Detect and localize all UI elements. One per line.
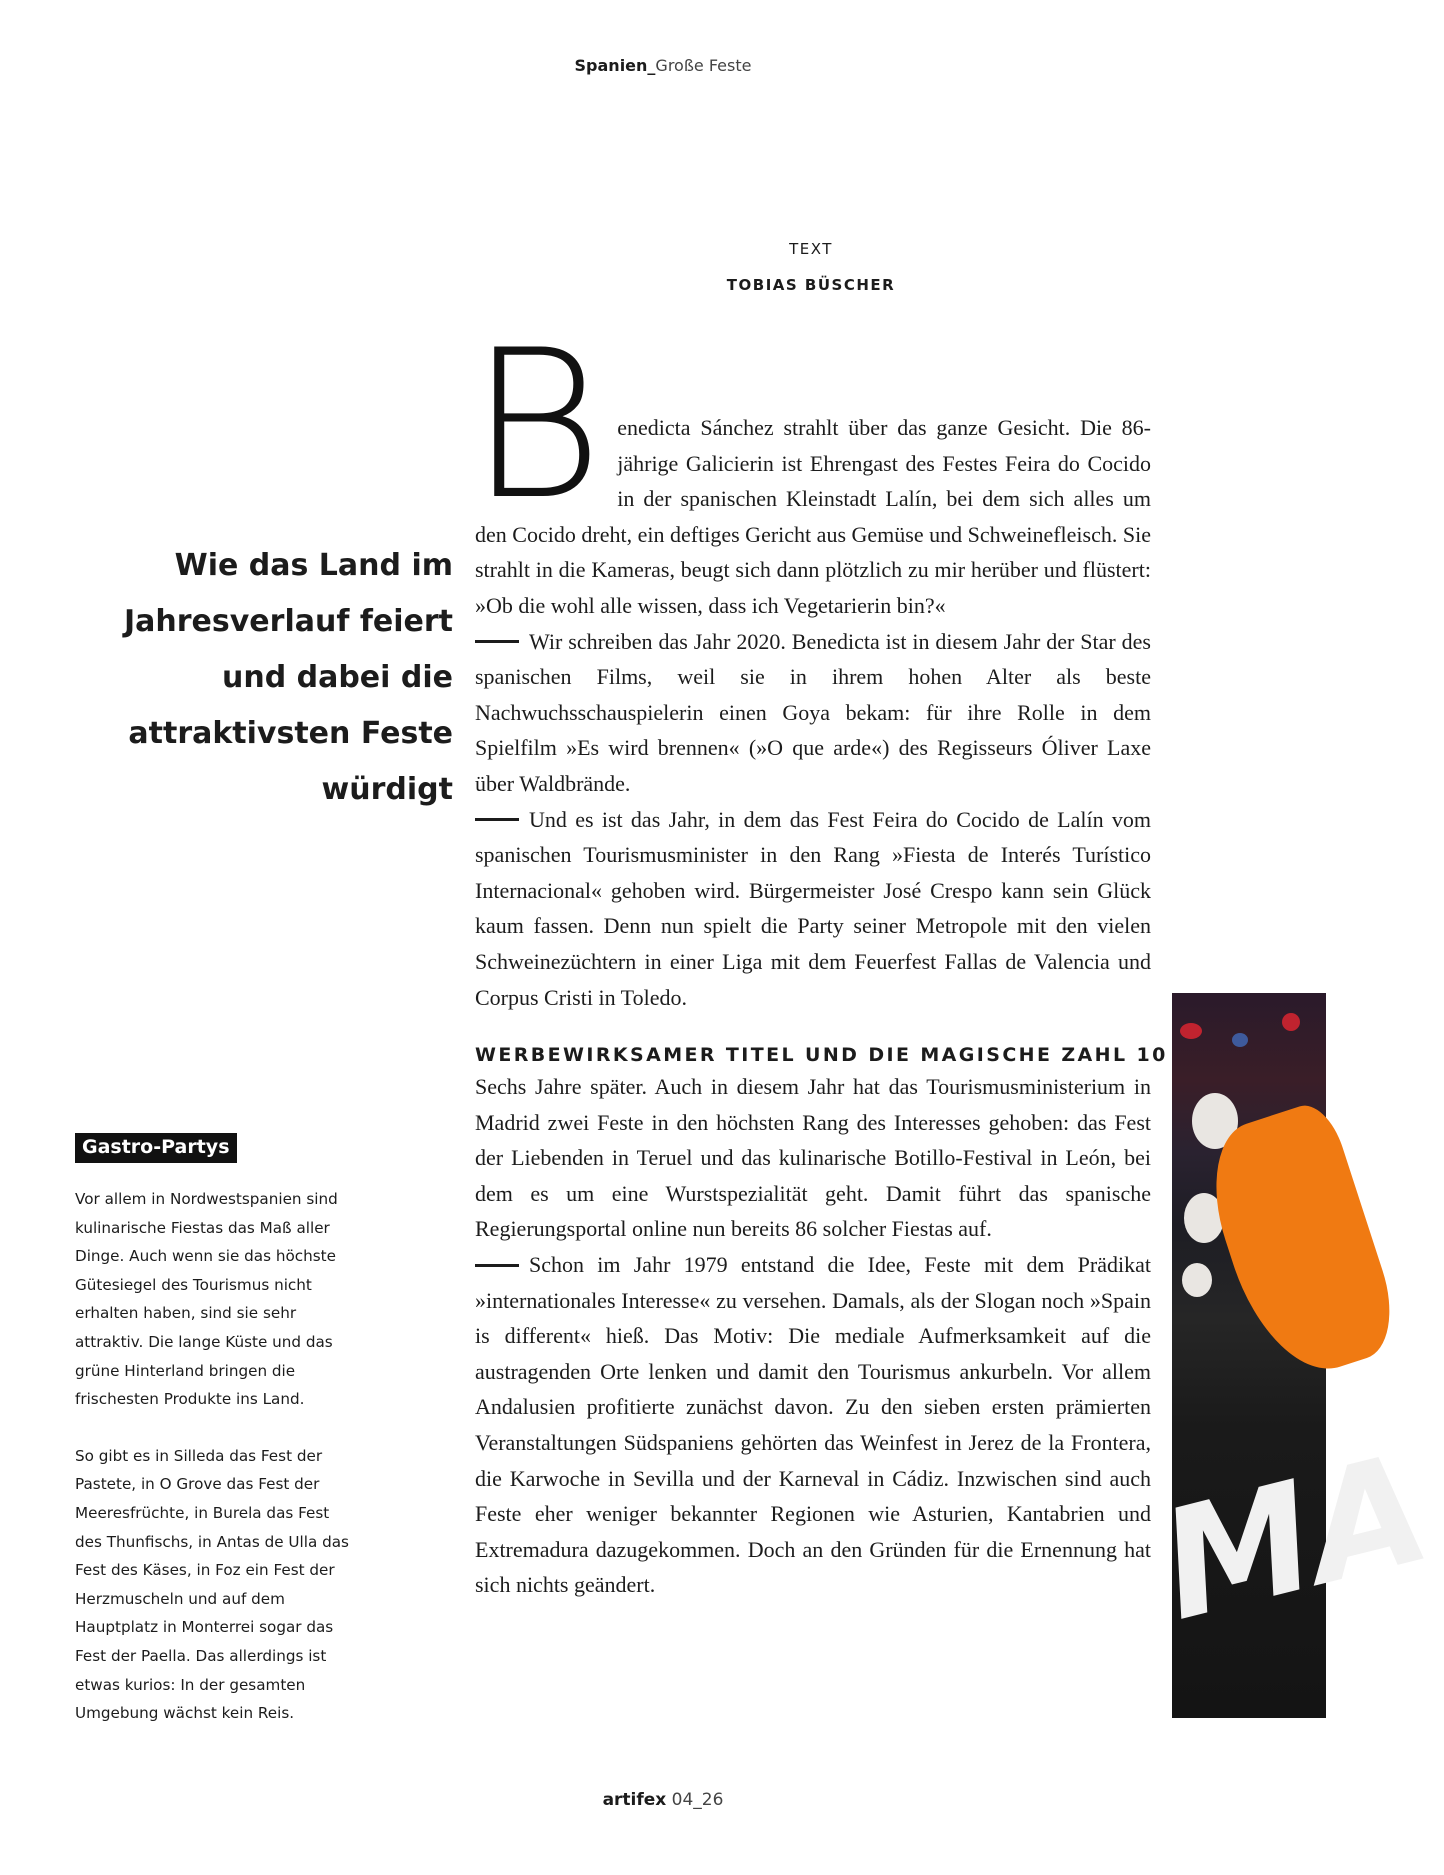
article-paragraph [475,802,1151,1016]
article-paragraph [475,1247,1151,1603]
article-paragraph-text: Und es ist das Jahr, in dem das Fest Feira do Cocido de Lalín vom spanischen Tourismusminister in den Rang »Fiesta de Interés Turístico Internacional« gehoben wird. Bürgermeister José Crespo kann sein Glück kaum fassen. Denn nun spielt die Party seiner Metropole mit den vielen Schweinezüchtern in einer Liga mit dem Feuerfest Fallas de Valencia und Corpus Cristi in Toledo. [475,806,1151,1010]
section-name: Spanien [574,56,648,75]
byline-label: TEXT [789,240,833,258]
article-paragraph: Sechs Jahre später. Auch in diesem Jahr hat das Tourismusministerium in Madrid zwei Feste in den höchsten Rang des Interesses gehoben: das Fest der Liebenden in Teruel und das kulinarische Botillo-Festival in León, bei dem es um eine Wurstspezialität geht. Damit führt das spanische Regierungsportal online nun bereits 86 solcher Fiestas auf. [475,1074,1151,1242]
header-separator: _ [647,56,656,75]
light-spot [1180,1023,1202,1039]
magazine-name: artifex [602,1790,667,1810]
byline [680,240,942,294]
light-spot [1232,1033,1248,1047]
running-header [0,56,1326,75]
paragraph-dash-icon [475,640,519,643]
article-body [469,307,1168,1603]
sidebar-title: Gastro-Partys [75,1133,237,1163]
festival-photo [1144,993,1444,1718]
article-paragraph: enedicta Sánchez strahlt über das ganze Gesicht. Die 86-jährige Galicierin ist Ehrengast des Festes Feira do Cocido in der spanischen Kleinstadt Lalín, bei dem sich alles um den Cocido dreht, ein deftiges Gericht aus Gemüse und Schweinefleisch. Sie strahlt in die Kameras, beugt sich dann plötzlich zu mir herüber und flüstert: »Ob die wohl alle wissen, dass ich Vegetarierin bin?« [475,415,1151,618]
page-footer [0,1790,1326,1810]
byline-author: TOBIAS BÜSCHER [726,276,896,294]
sidebar-paragraph: So gibt es in Silleda das Fest der Pastete, in O Grove das Fest der Meeresfrüchte, in Burela das Fest des Thunfischs, in Antas de Ulla das Fest des Käses, in Foz ein Fest der Herzmuscheln und auf dem Hauptplatz in Monterrei sogar das Fest der Paella. Das allerdings ist etwas kurios: In der gesamten Umgebung wächst kein Reis. [75,1446,349,1723]
article-paragraph-text: Wir schreiben das Jahr 2020. Benedicta ist in diesem Jahr der Star des spanischen Films, weil sie in ihrem hohen Alter als beste Nachwuchsschauspielerin einen Goya bekam: für ihre Rolle in dem Spielfilm »Es wird brennen« (»O que arde«) des Regisseurs Óliver Laxe über Waldbrände. [475,628,1151,796]
drop-cap: B [469,307,604,545]
banner-lettering: MA [1144,1421,1444,1655]
subheadline: Wie das Land im Jahresverlauf feiert und dabei die attraktivsten Feste würdigt [123,548,453,807]
sidebar-paragraph: Vor allem in Nordwestspanien sind kulinarische Fiestas das Maß aller Dinge. Auch wenn sie das höchste Gütesiegel des Tourismus nicht erhalten haben, sind sie sehr attraktiv. Die lange Küste und das grüne Hinterland bringen die frischesten Produkte ins Land. [75,1190,338,1409]
crowd-face [1182,1263,1212,1297]
sidebar-box [75,1133,357,1728]
paragraph-dash-icon [475,818,519,821]
section-topic: Große Feste [655,56,752,75]
article-paragraph-text: Schon im Jahr 1979 entstand die Idee, Feste mit dem Prädikat »internationales Interesse« zu versehen. Damals, als der Slogan noch »Spain is different« hieß. Das Motiv: Die mediale Aufmerksamkeit auf die austragenden Orte lenken und damit den Tourismus ankurbeln. Vor allem Andalusien profitierte zunächst davon. Zu den sieben ersten prämierten Veranstaltungen Südspaniens gehörten das Weinfest in Jerez de la Frontera, die Karwoche in Sevilla und der Karneval in Cádiz. Inzwischen sind auch Feste eher weniger bekannter Regionen wie Asturien, Kantabrien und Extremadura dazugekommen. Doch an den Gründen für die Ernennung hat sich nichts geändert. [475,1252,1151,1598]
light-spot [1282,1013,1300,1031]
page-number: 04_26 [671,1790,724,1810]
orange-costume [1193,1098,1406,1389]
article-paragraph [475,624,1151,802]
section-heading: WERBEWIRKSAMER TITEL UND DIE MAGISCHE ZAHL 10 [475,1044,1168,1067]
paragraph-dash-icon [475,1264,519,1267]
